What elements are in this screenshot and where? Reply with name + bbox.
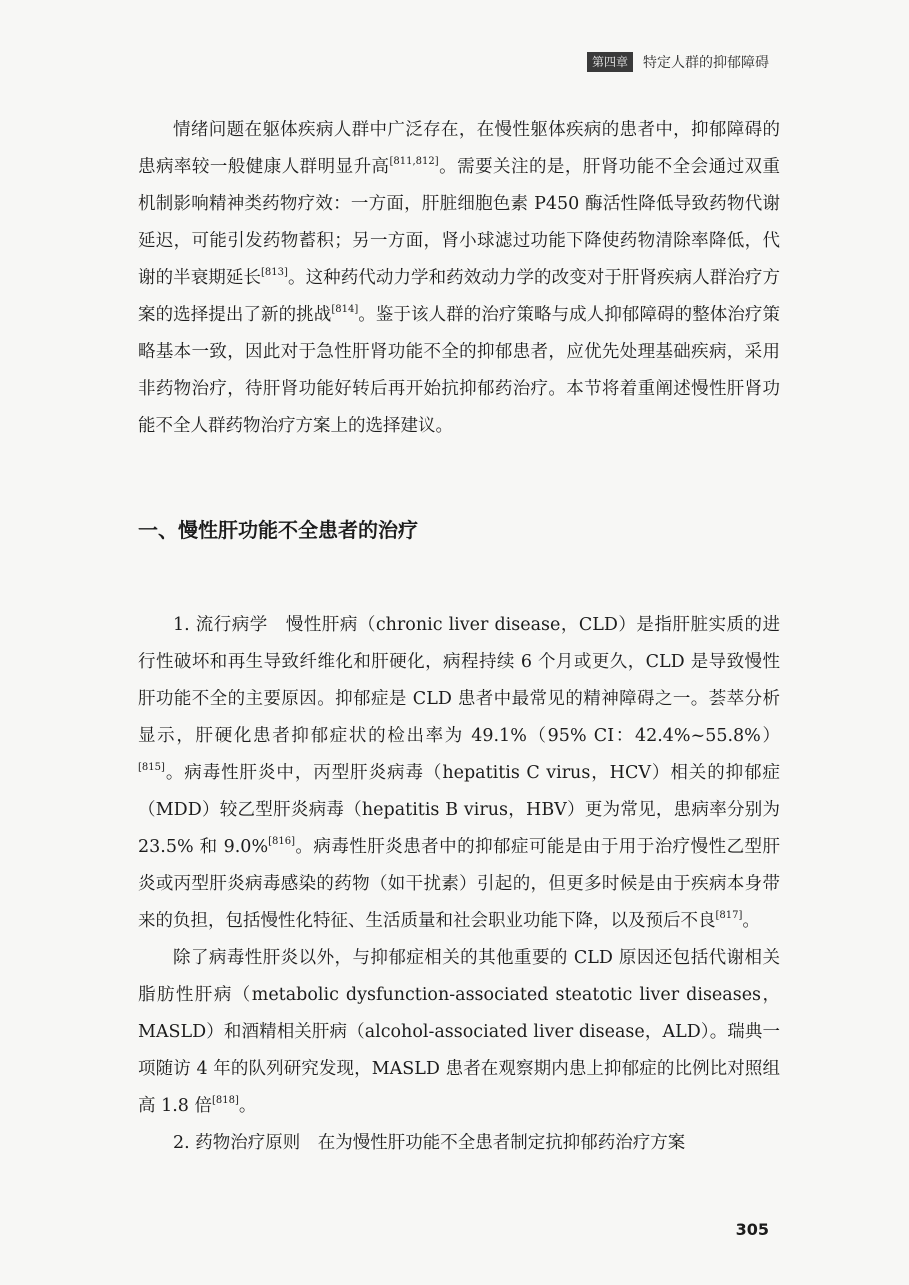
citation: [813] bbox=[261, 267, 288, 278]
masld-paragraph bbox=[138, 940, 780, 1125]
text-run: 1. 流行病学 慢性肝病（chronic liver disease，CLD）是指肝脏实质的进行性破坏和再生导致纤维化和肝硬化，病程持续 6 个月或更久，CLD 是导致慢性肝功能不全的主要原因。抑郁症是 CLD 患者中最常见的精神障碍之一。荟萃分析显示，肝硬化患者抑郁症状的检出率为 49.1%（95% CI：42.4%~55.8%） bbox=[138, 615, 780, 746]
text-run: 。病毒性肝炎患者中的抑郁症可能是由于用于治疗慢性乙型肝炎或丙型肝炎病毒感染的药物（如干扰素）引起的，但更多时候是由于疾病本身带来的负担，包括慢性化特征、生活质量和社会职业功能下降，以及预后不良 bbox=[138, 837, 780, 931]
citation: [814] bbox=[331, 304, 359, 315]
text-run: 。需要关注的是，肝肾功能不全会通过双重机制影响精神类药物疗效：一方面，肝脏细胞色素 P450 酶活性降低导致药物代谢延迟，可能引发药物蓄积；另一方面，肾小球滤过功能下降使药物清除率降低，代谢的半衰期延长 bbox=[138, 157, 781, 288]
intro-paragraph bbox=[138, 112, 780, 445]
text-run: 。鉴于该人群的治疗策略与成人抑郁障碍的整体治疗策略基本一致，因此对于急性肝肾功能不全的抑郁患者，应优先处理基础疾病，采用非药物治疗，待肝肾功能好转后再开始抗抑郁药治疗。本节将着重阐述慢性肝肾功能不全人群药物治疗方案上的选择建议。 bbox=[138, 305, 781, 436]
epidemiology-paragraph bbox=[138, 607, 780, 940]
page-number: 305 bbox=[735, 1220, 769, 1239]
citation: [817] bbox=[715, 910, 743, 921]
citation: [811,812] bbox=[389, 156, 439, 167]
page-body bbox=[138, 112, 780, 1162]
running-title: 特定人群的抑郁障碍 bbox=[643, 55, 769, 71]
text-run: 情绪问题在躯体疾病人群中广泛存在，在慢性躯体疾病的患者中，抑郁障碍的患病率较一般健康人群明显升高 bbox=[138, 120, 780, 177]
citation: [815] bbox=[138, 762, 165, 773]
text-run: 。 bbox=[742, 911, 760, 931]
chapter-badge: 第四章 bbox=[587, 52, 633, 72]
text-run: 除了病毒性肝炎以外，与抑郁症相关的其他重要的 CLD 原因还包括代谢相关脂肪性肝病（metabolic dysfunction-associated steatotic liver diseases，MASLD）和酒精相关肝病（alcohol-associated liver disease，ALD）。瑞典一项随访 4 年的队列研究发现，MASLD 患者在观察期内患上抑郁症的比例比对照组高 1.8 倍 bbox=[138, 948, 780, 1116]
citation: [816] bbox=[268, 836, 295, 847]
text-run: 。这种药代动力学和药效动力学的改变对于肝肾疾病人群治疗方案的选择提出了新的挑战 bbox=[138, 268, 781, 325]
treatment-principle-paragraph: 2. 药物治疗原则 在为慢性肝功能不全患者制定抗抑郁药治疗方案 bbox=[173, 1133, 686, 1153]
running-header bbox=[587, 52, 769, 72]
section-heading: 一、慢性肝功能不全患者的治疗 bbox=[138, 518, 418, 542]
text-run: 。病毒性肝炎中，丙型肝炎病毒（hepatitis C virus，HCV）相关的抑郁症（MDD）较乙型肝炎病毒（hepatitis B virus，HBV）更为常见，患病率分别为 23.5% 和 9.0% bbox=[138, 763, 780, 857]
citation: [818] bbox=[211, 1095, 239, 1106]
text-run: 。 bbox=[238, 1096, 257, 1116]
